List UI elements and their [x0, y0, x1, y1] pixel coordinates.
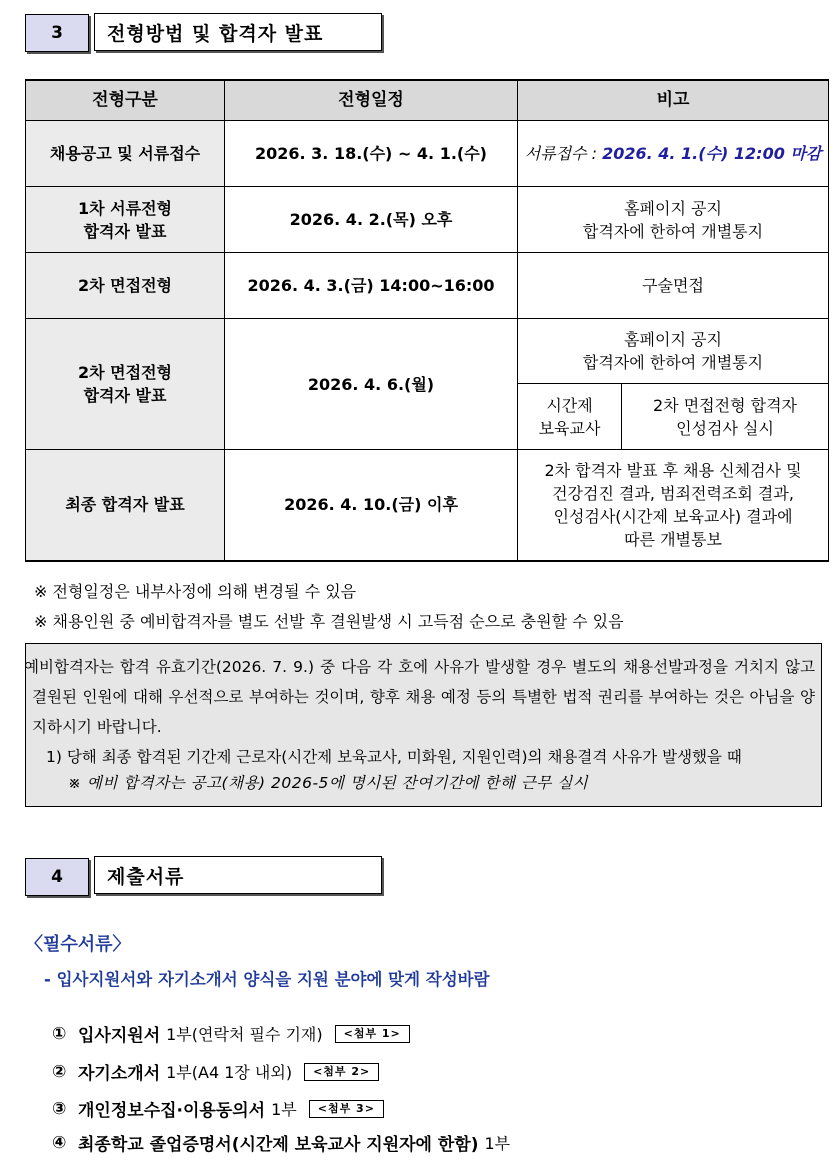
note-line: 합격자에 한하여 개별통지	[582, 353, 764, 372]
table-header-row	[26, 80, 829, 121]
attachment-tag: <첨부 3>	[309, 1100, 384, 1118]
table-row	[26, 121, 829, 187]
table-row	[26, 450, 829, 561]
item-detail: 1부	[484, 1134, 511, 1153]
stage-line: 합격자 발표	[83, 386, 167, 405]
section-title-4: 제출서류	[94, 856, 382, 894]
item-name: 입사지원서	[78, 1026, 161, 1046]
stage-line: 2차 면접전형	[78, 363, 172, 382]
sub-label-line: 보육교사	[538, 418, 601, 438]
item-number: ③	[52, 1098, 67, 1119]
item-name: 개인정보수집·이용동의서	[78, 1101, 266, 1121]
note-line: 인성검사(시간제 보육교사) 결과에	[553, 506, 793, 526]
section-number-3: 3	[25, 14, 89, 52]
date-cell: 2026. 3. 18.(수) ~ 4. 1.(수)	[225, 121, 518, 187]
table-row	[26, 253, 829, 319]
section-title-3: 전형방법 및 합격자 발표	[94, 13, 382, 51]
stage-line: 합격자 발표	[83, 221, 167, 241]
table-row	[26, 187, 829, 253]
item-name: 최종학교 졸업증명서(시간제 보육교사 지원자에 한함)	[78, 1135, 479, 1155]
sub-label-cell	[518, 384, 622, 450]
date-cell: 2026. 4. 2.(목) 오후	[225, 187, 518, 253]
list-item	[52, 1096, 384, 1121]
item-detail: 1부(연락처 필수 기재)	[166, 1025, 323, 1044]
stage-cell: 2차 면접전형	[26, 253, 225, 319]
note-line: 건강검진 결과, 범죄전력조회 결과,	[552, 483, 794, 503]
date-cell: 2026. 4. 6.(월)	[225, 319, 518, 450]
note-prefix: 서류접수 :	[524, 144, 603, 163]
deadline-highlight: 2026. 4. 1.(수) 12:00 마감	[602, 144, 822, 163]
note-cell	[518, 187, 829, 253]
date-cell: 2026. 4. 3.(금) 14:00~16:00	[225, 253, 518, 319]
stage-cell: 채용공고 및 서류접수	[26, 121, 225, 187]
schedule-table	[25, 79, 829, 562]
attachment-tag: <첨부 1>	[335, 1025, 410, 1043]
notice-item: 1) 당해 최종 합격된 기간제 근로자(시간제 보육교사, 미화원, 지원인력)의 채용결격 사유가 발생했을 때	[46, 748, 742, 766]
sub-note-line: 2차 면접전형 합격자	[653, 395, 797, 415]
note-line: 합격자에 한하여 개별통지	[582, 221, 764, 241]
attachment-tag: <첨부 2>	[304, 1063, 379, 1081]
table-row	[26, 319, 829, 384]
list-item	[52, 1021, 410, 1046]
stage-cell	[26, 187, 225, 253]
required-docs-subtext: - 입사지원서와 자기소개서 양식을 지원 분야에 맞게 작성바람	[44, 970, 490, 989]
note-cell	[518, 121, 829, 187]
notice-italic-note: ※ 예비 합격자는 공고(채용) 2026-5에 명시된 잔여기간에 한해 근무 실시	[68, 774, 589, 792]
section-number-4: 4	[25, 858, 89, 896]
stage-cell: 최종 합격자 발표	[26, 450, 225, 561]
header-date: 전형일정	[225, 80, 518, 121]
reserve-notice-box	[25, 643, 822, 807]
item-number: ①	[52, 1023, 67, 1044]
date-cell: 2026. 4. 10.(금) 이후	[225, 450, 518, 561]
stage-cell	[26, 319, 225, 450]
note-cell	[518, 450, 829, 561]
reserve-candidate-note: ※ 채용인원 중 예비합격자를 별도 선발 후 결원발생 시 고득점 순으로 충원할 수 있음	[34, 612, 624, 631]
sub-note-cell	[622, 384, 829, 450]
item-detail: 1부	[271, 1100, 297, 1119]
list-item	[52, 1130, 510, 1155]
note-line: 따른 개별통보	[624, 529, 722, 549]
note-line: 홈페이지 공지	[624, 330, 722, 349]
note-cell	[518, 319, 829, 384]
note-cell: 구술면접	[518, 253, 829, 319]
header-note: 비고	[518, 80, 829, 121]
stage-line: 1차 서류전형	[78, 198, 172, 218]
schedule-change-note: ※ 전형일정은 내부사정에 의해 변경될 수 있음	[34, 582, 357, 601]
notice-paragraph: 예비합격자는 합격 유효기간(2026. 7. 9.) 중 다음 각 호에 사유가 발생할 경우 별도의 채용선발과정을 거치지 않고 결원된 인원에 대해 우선적으로 부여하는 것이며, 향후 채용 예정 등의 특별한 법적 권리를 부여하는 것은 아님을 양지하시기 바랍니다.	[24, 658, 815, 736]
note-line: 홈페이지 공지	[624, 198, 722, 218]
item-name: 자기소개서	[78, 1064, 161, 1084]
item-number: ④	[52, 1132, 67, 1153]
item-detail: 1부(A4 1장 내외)	[166, 1063, 293, 1082]
required-docs-heading: 〈필수서류〉	[25, 934, 131, 955]
sub-note-line: 인성검사 실시	[676, 418, 774, 438]
note-line: 2차 합격자 발표 후 채용 신체검사 및	[544, 460, 802, 480]
header-stage: 전형구분	[26, 80, 225, 121]
item-number: ②	[52, 1061, 67, 1082]
sub-label-line: 시간제	[546, 395, 593, 415]
list-item	[52, 1059, 379, 1084]
